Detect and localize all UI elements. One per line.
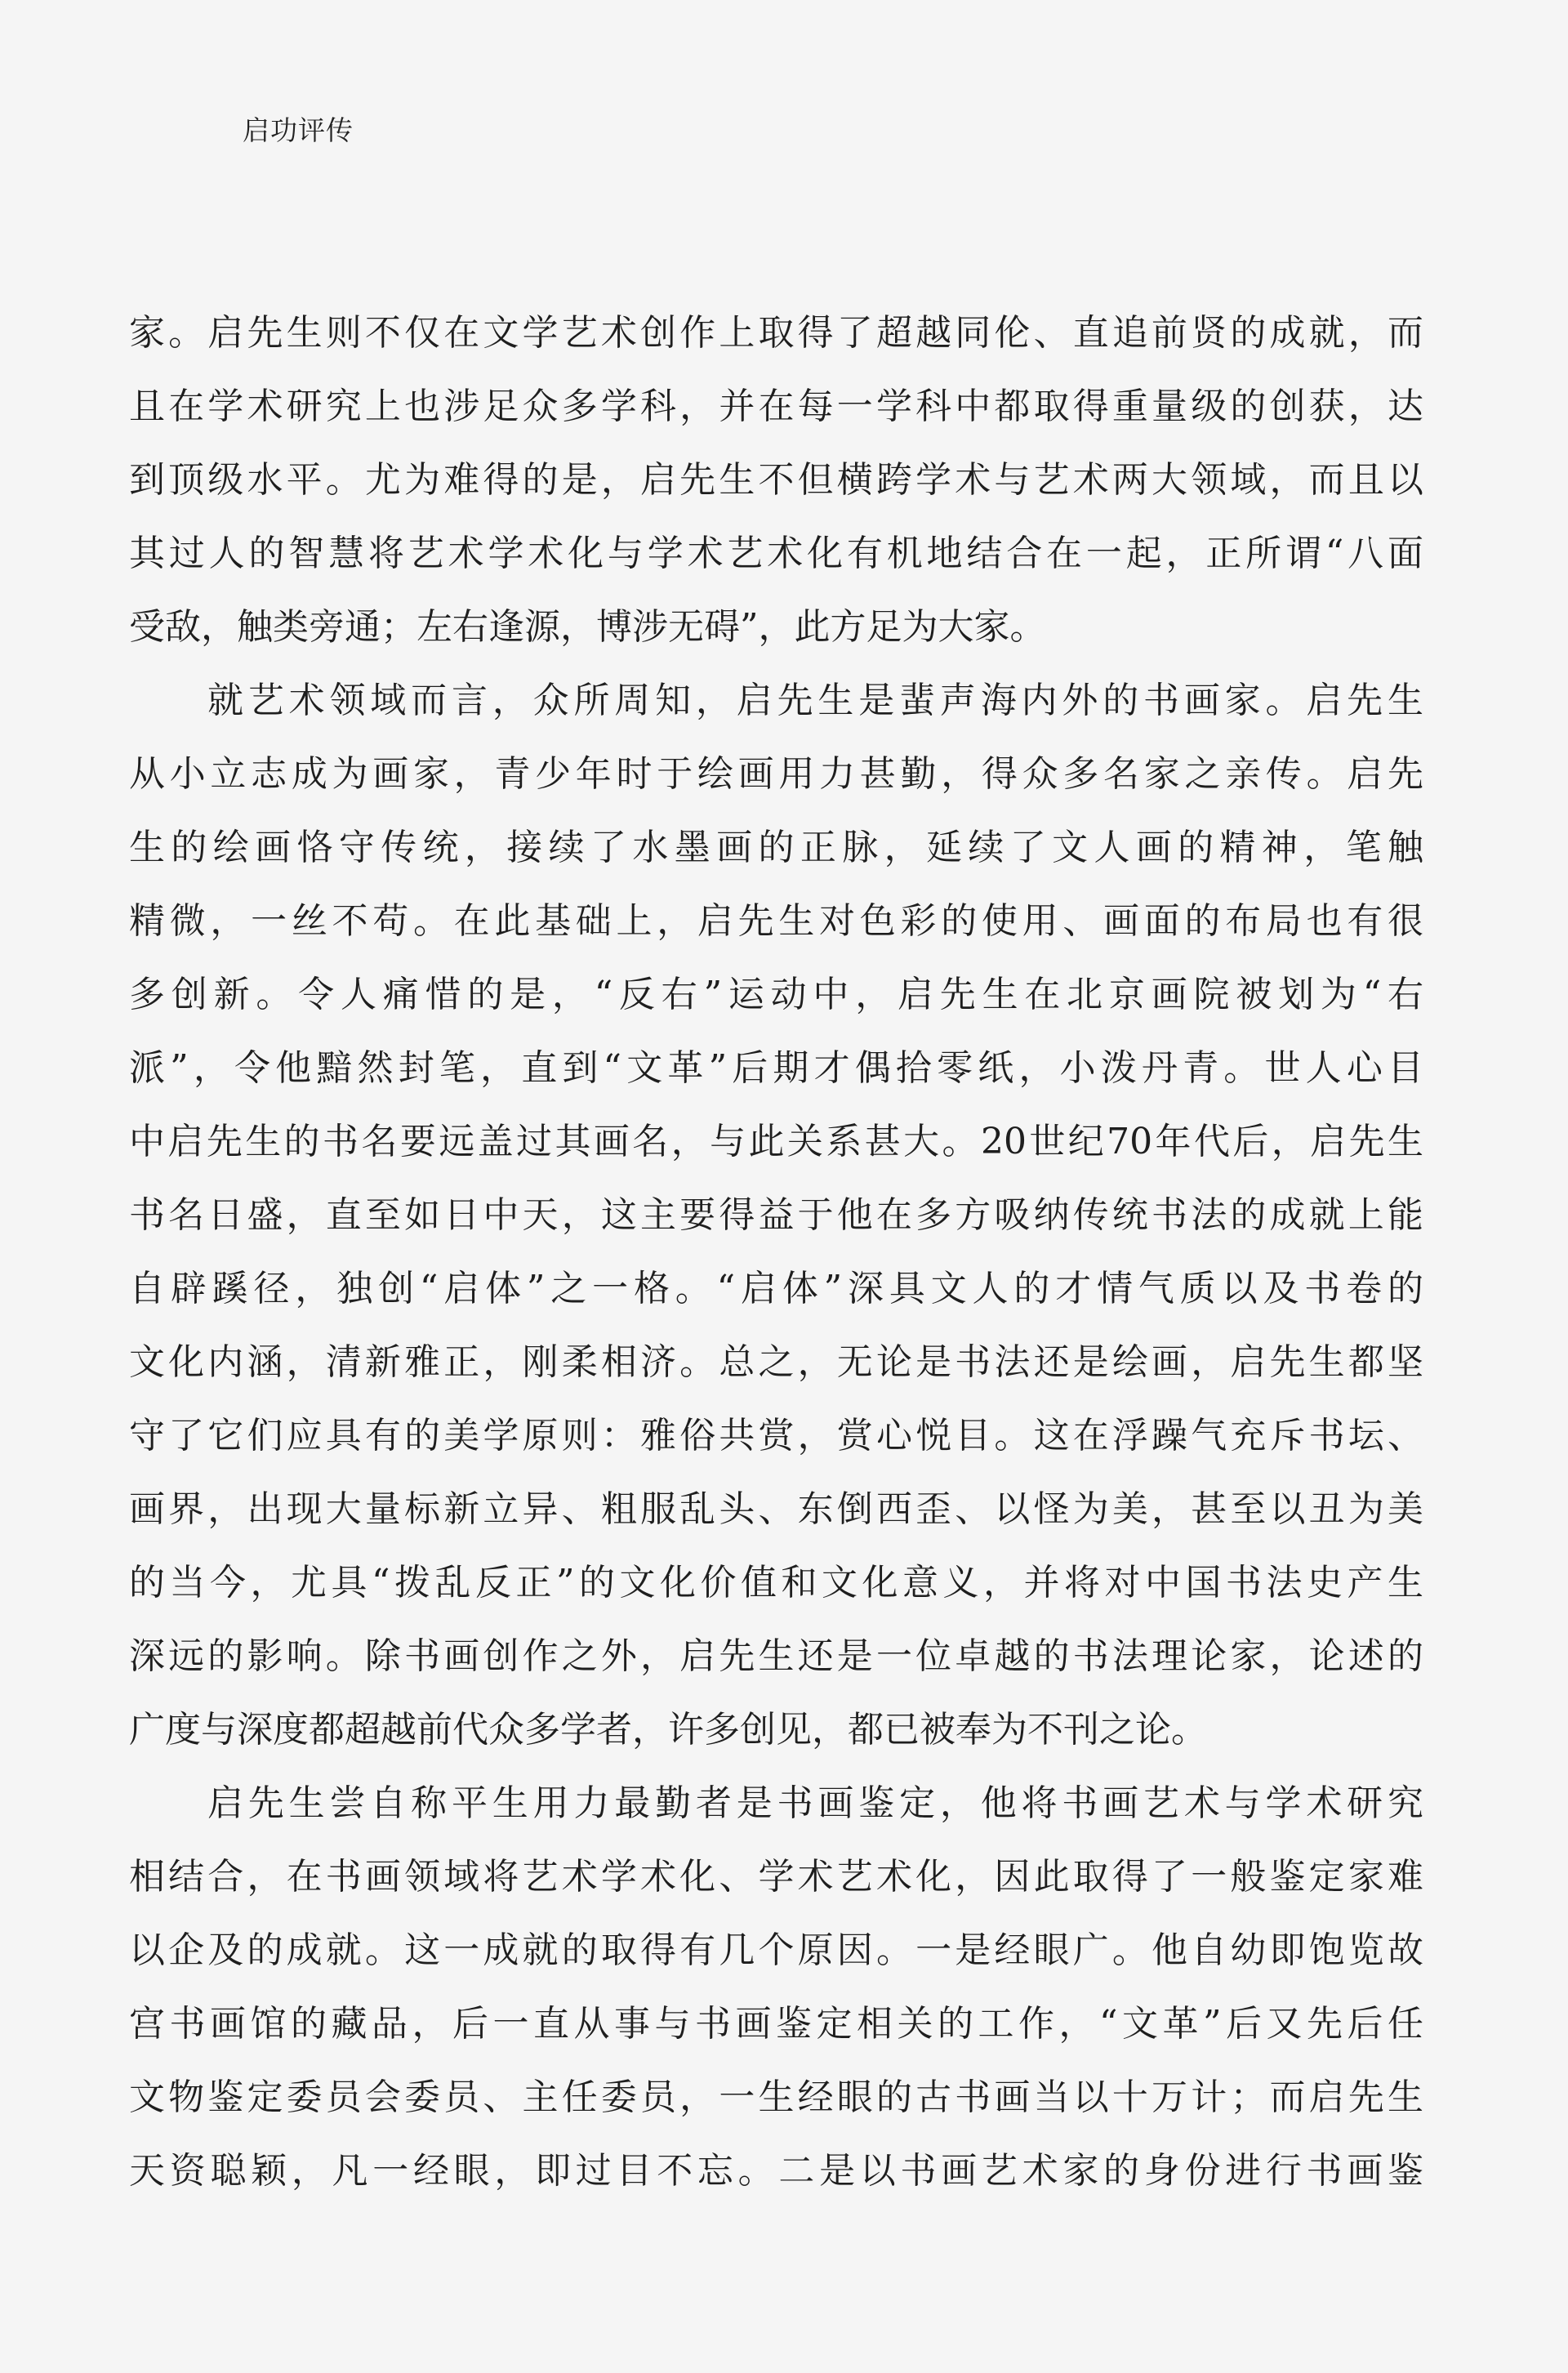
paragraph-3-line-4: 宫书画馆的藏品，后一直从事与书画鉴定相关的工作，“文革”后又先后任 [129, 2003, 1423, 2045]
paragraph-2-line-12: 画界，出现大量标新立异、粗服乱头、东倒西歪、以怪为美，甚至以丑为美 [129, 1488, 1423, 1530]
paragraph-2-line-7: 中启先生的书名要远盖过其画名，与此关系甚大。20世纪70年代后，启先生 [129, 1121, 1423, 1162]
paragraph-2-line-2: 从小立志成为画家，青少年时于绘画用力甚勤，得众多名家之亲传。启先 [129, 753, 1423, 795]
paragraph-2-line-9: 自辟蹊径，独创“启体”之一格。“启体”深具文人的才情气质以及书卷的 [129, 1268, 1423, 1309]
paragraph-1-line-2: 且在学术研究上也涉足众多学科，并在每一学科中都取得重量级的创获，达 [129, 386, 1423, 427]
body-text [129, 297, 1423, 2208]
paragraph-3-line-5: 文物鉴定委员会委员、主任委员，一生经眼的古书画当以十万计；而启先生 [129, 2076, 1423, 2118]
paragraph-2-line-4: 精微，一丝不苟。在此基础上，启先生对色彩的使用、画面的布局也有很 [129, 900, 1423, 942]
paragraph-2-line-13: 的当今，尤具“拨乱反正”的文化价值和文化意义，并将对中国书法史产生 [129, 1562, 1423, 1604]
paragraph-3-line-3: 以企及的成就。这一成就的取得有几个原因。一是经眼广。他自幼即饱览故 [129, 1929, 1423, 1971]
paragraph-2-line-14: 深远的影响。除书画创作之外，启先生还是一位卓越的书法理论家，论述的 [129, 1635, 1423, 1677]
paragraph-1-line-5: 受敌，触类旁通；左右逢源，博涉无碍”，此方足为大家。 [129, 606, 1046, 648]
paragraph-1-line-1: 家。启先生则不仅在文学艺术创作上取得了超越同伦、直追前贤的成就，而 [129, 312, 1423, 354]
paragraph-3-line-6: 天资聪颖，凡一经眼，即过目不忘。二是以书画艺术家的身份进行书画鉴 [129, 2150, 1423, 2192]
paragraph-2-line-5: 多创新。令人痛惜的是，“反右”运动中，启先生在北京画院被划为“右 [129, 974, 1423, 1015]
paragraph-2-line-15: 广度与深度都超越前代众多学者，许多创见，都已被奉为不刊之论。 [129, 1709, 1207, 1751]
running-header-title: 启功评传 [243, 114, 354, 146]
paragraph-2-line-1: 就艺术领域而言，众所周知，启先生是蜚声海内外的书画家。启先生 [207, 680, 1423, 721]
paragraph-2-line-6: 派”，令他黯然封笔，直到“文革”后期才偶拾零纸，小泼丹青。世人心目 [129, 1047, 1423, 1089]
paragraph-2-line-8: 书名日盛，直至如日中天，这主要得益于他在多方吸纳传统书法的成就上能 [129, 1194, 1423, 1236]
paragraph-3-line-2: 相结合，在书画领域将艺术学术化、学术艺术化，因此取得了一般鉴定家难 [129, 1856, 1423, 1898]
paragraph-2-line-11: 守了它们应具有的美学原则：雅俗共赏，赏心悦目。这在浮躁气充斥书坛、 [129, 1415, 1423, 1456]
paragraph-2-line-10: 文化内涵，清新雅正，刚柔相济。总之，无论是书法还是绘画，启先生都坚 [129, 1341, 1423, 1383]
paragraph-1-line-4: 其过人的智慧将艺术学术化与学术艺术化有机地结合在一起，正所谓“八面 [129, 533, 1423, 574]
paragraph-1-line-3: 到顶级水平。尤为难得的是，启先生不但横跨学术与艺术两大领域，而且以 [129, 459, 1423, 501]
paragraph-3-line-1: 启先生尝自称平生用力最勤者是书画鉴定，他将书画艺术与学术研究 [207, 1782, 1423, 1824]
paragraph-2-line-3: 生的绘画恪守传统，接续了水墨画的正脉，延续了文人画的精神，笔触 [129, 827, 1423, 868]
